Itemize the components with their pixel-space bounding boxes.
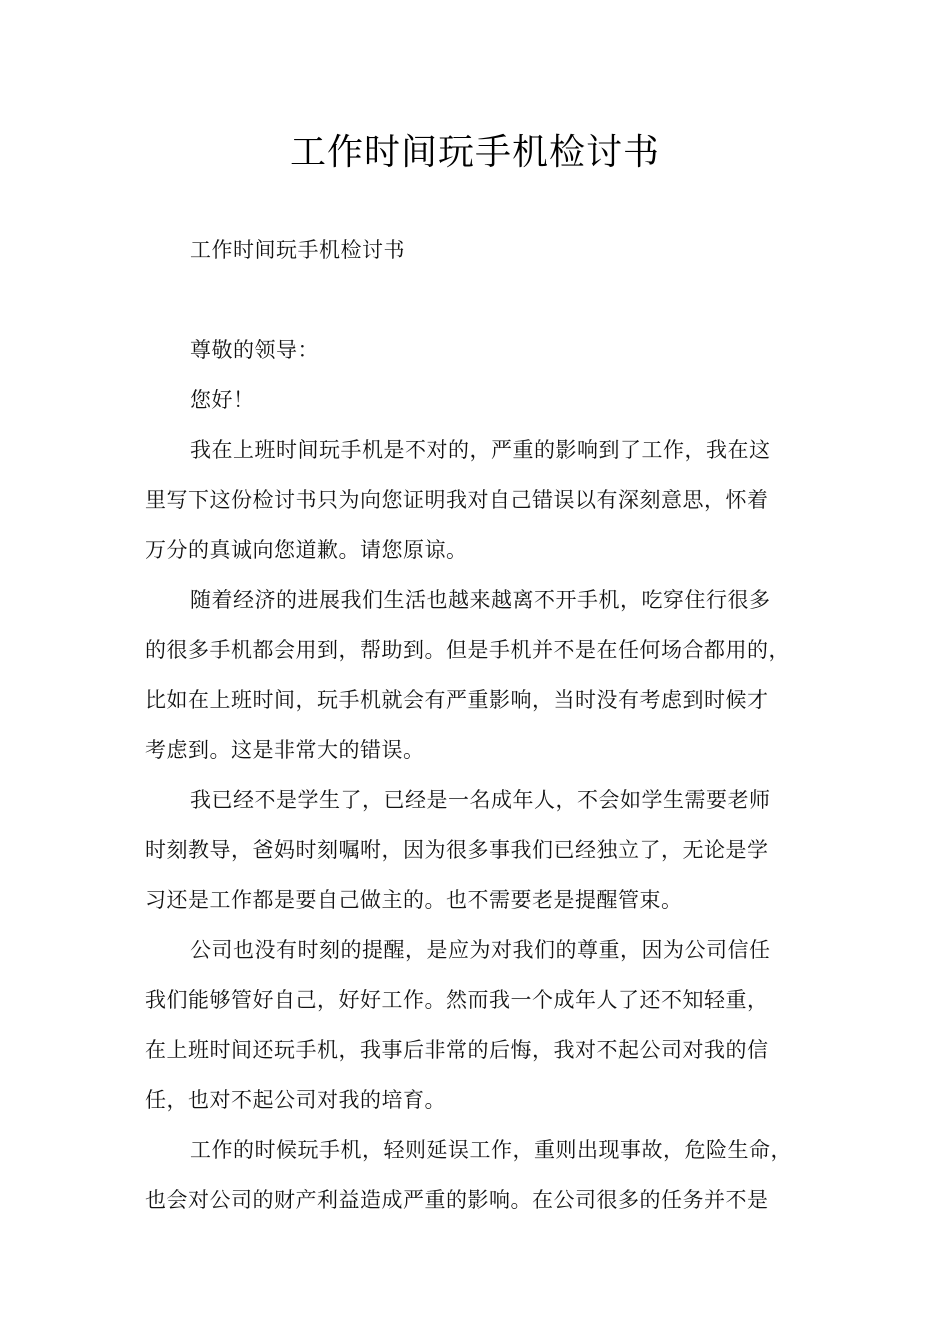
body-line: 我已经不是学生了，已经是一名成年人，不会如学生需要老师 [190, 788, 771, 812]
greeting: 您好！ [190, 388, 255, 412]
body-line: 在上班时间还玩手机，我事后非常的后悔，我对不起公司对我的信 [145, 1038, 769, 1062]
body-line: 里写下这份检讨书只为向您证明我对自己错误以有深刻意思，怀着 [145, 488, 769, 512]
body-line: 工作的时候玩手机，轻则延误工作，重则出现事故，危险生命， [190, 1138, 792, 1162]
document-title: 工作时间玩手机检讨书 [289, 132, 660, 173]
document-subtitle: 工作时间玩手机检讨书 [190, 238, 405, 262]
salutation: 尊敬的领导： [190, 338, 319, 362]
body-line: 的很多手机都会用到，帮助到。但是手机并不是在任何场合都用的， [145, 638, 790, 662]
body-line: 习还是工作都是要自己做主的。也不需要老是提醒管束。 [145, 888, 683, 912]
body-line: 任，也对不起公司对我的培育。 [145, 1088, 446, 1112]
body-line: 比如在上班时间，玩手机就会有严重影响，当时没有考虑到时候才 [145, 688, 769, 712]
body-line: 公司也没有时刻的提醒，是应为对我们的尊重，因为公司信任 [190, 938, 771, 962]
body-line: 时刻教导，爸妈时刻嘱咐，因为很多事我们已经独立了，无论是学 [145, 838, 769, 862]
body-line: 随着经济的进展我们生活也越来越离不开手机，吃穿住行很多 [190, 588, 771, 612]
body-line: 考虑到。这是非常大的错误。 [145, 738, 425, 762]
body-line: 万分的真诚向您道歉。请您原谅。 [145, 538, 468, 562]
body-line: 我们能够管好自己，好好工作。然而我一个成年人了还不知轻重， [145, 988, 769, 1012]
body-line: 也会对公司的财产利益造成严重的影响。在公司很多的任务并不是 [145, 1188, 769, 1212]
body-line: 我在上班时间玩手机是不对的，严重的影响到了工作，我在这 [190, 438, 771, 462]
